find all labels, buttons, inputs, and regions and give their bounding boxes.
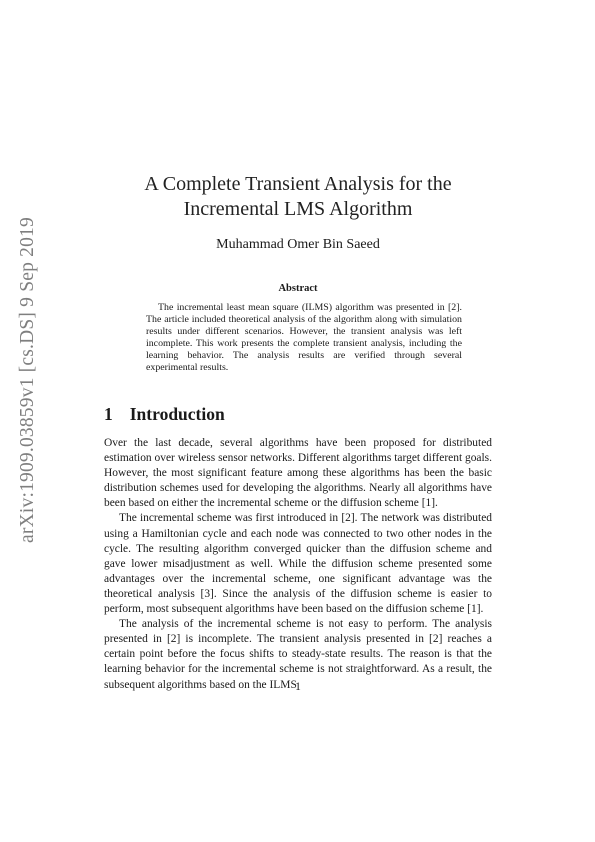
author-name: Muhammad Omer Bin Saeed bbox=[216, 237, 380, 252]
introduction-body bbox=[104, 436, 492, 693]
arxiv-identifier-text: arXiv:1909.03859v1 [cs.DS] 9 Sep 2019 bbox=[17, 217, 38, 543]
section-heading bbox=[104, 404, 225, 425]
abstract-heading: Abstract bbox=[278, 283, 318, 294]
section-title: Introduction bbox=[129, 404, 225, 424]
paper-title: A Complete Transient Analysis for the Incremental LMS Algorithm bbox=[144, 173, 452, 220]
body-paragraph: Over the last decade, several algorithms have been proposed for distributed estimation over wireless sensor networks. Different algorithms target different goals. However, the most significant feature among these algorithms has been the basic distribution schemes used for developing the algorithms. Nearly all algorithms have been based on either the incremental scheme or the diffusion scheme [1]. bbox=[104, 437, 492, 510]
arxiv-identifier-stamp bbox=[8, 170, 48, 590]
body-paragraph: The incremental scheme was first introduced in [2]. The network was distributed using a Hamiltonian cycle and each node was connected to two other nodes in the cycle. The resulting algorithm converged quicker than the diffusion scheme and gave lower misadjustment as well. While the diffusion scheme presented some advantages over the incremental scheme, one significant advantage was the theoretical analysis [3]. Since the analysis of the diffusion scheme is easier to perform, most subsequent algorithms have been based on the diffusion scheme [1]. bbox=[104, 512, 492, 616]
section-number: 1 bbox=[104, 404, 113, 424]
abstract-text: The incremental least mean square (ILMS) algorithm was presented in [2]. The article included theoretical analysis of the algorithm along with simulation results under different scenarios. However, the transient analysis was left incomplete. This work presents the complete transient analysis, including the learning behavior. The analysis results are verified through several experimental results. bbox=[146, 302, 462, 374]
page-number: 1 bbox=[295, 681, 301, 693]
body-paragraph: The analysis of the incremental scheme is not easy to perform. The analysis presented in [2] is incomplete. The transient analysis presented in [2] reaches a certain point before the focus shifts to steady-state results. The reason is that the learning behavior for the incremental scheme is not straightforward. As a result, the subsequent algorithms based on the ILMS bbox=[104, 618, 492, 691]
